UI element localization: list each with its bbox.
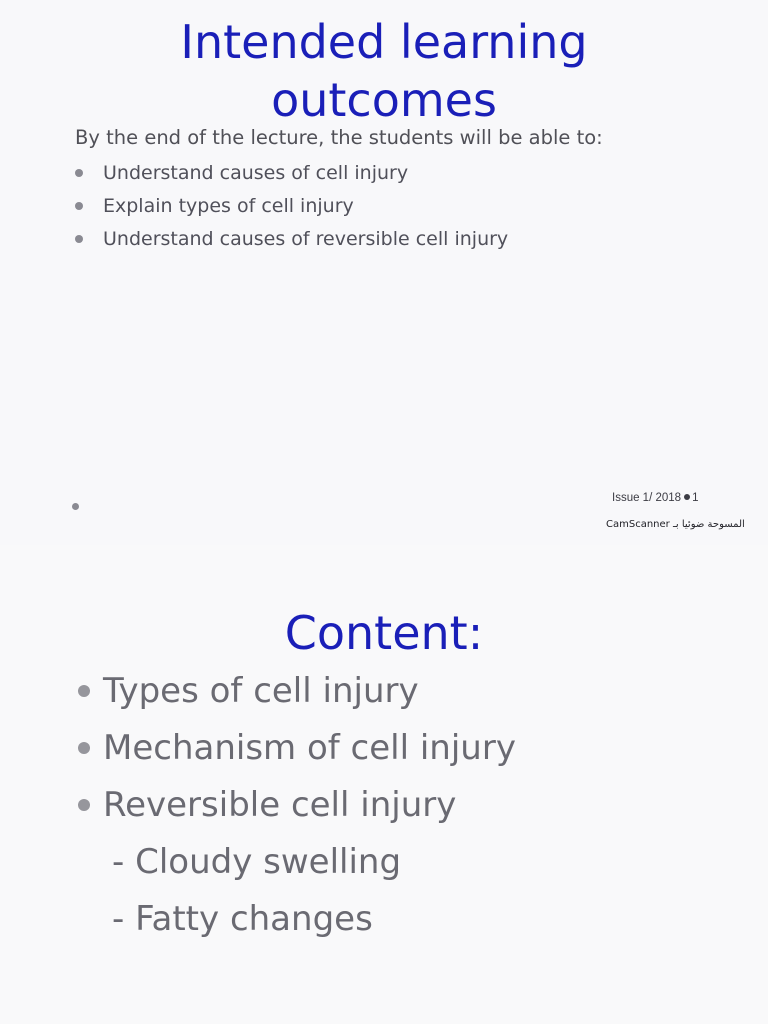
slide-content — [0, 545, 768, 1024]
list-item-text: Explain types of cell injury — [103, 195, 354, 217]
bullet-icon — [78, 685, 90, 697]
list-item — [75, 223, 508, 256]
sub-list-item — [78, 834, 516, 891]
content-list — [78, 663, 516, 948]
bullet-icon — [78, 799, 90, 811]
list-item-text: Reversible cell injury — [103, 785, 457, 825]
list-item-text: Mechanism of cell injury — [103, 728, 516, 768]
bullet-icon — [78, 742, 90, 754]
list-item-text: Understand causes of cell injury — [103, 162, 409, 184]
footer-page-number: 1 — [692, 492, 699, 504]
bullet-icon — [75, 169, 83, 177]
slide-footer — [612, 492, 698, 504]
slide-title: Content: — [284, 606, 484, 660]
list-item — [75, 157, 508, 190]
list-item — [75, 190, 508, 223]
outcomes-list — [75, 157, 508, 256]
list-item — [78, 663, 516, 720]
sub-list-item-text: - Fatty changes — [112, 899, 373, 939]
sub-list-item — [78, 891, 516, 948]
slide-title-line-2: outcomes — [271, 73, 497, 127]
slide-title-line-1: Intended learning — [180, 15, 588, 69]
list-item — [78, 777, 516, 834]
list-item-text: Understand causes of reversible cell injury — [103, 228, 509, 250]
list-item — [78, 720, 516, 777]
sub-list-item-text: - Cloudy swelling — [112, 842, 402, 882]
footer-issue: Issue 1/ 2018 — [612, 492, 682, 504]
bullet-icon — [75, 235, 83, 243]
bullet-icon — [75, 202, 83, 210]
empty-bullet-icon — [72, 503, 79, 510]
intro-text: By the end of the lecture, the students will be able to: — [75, 126, 603, 149]
camscanner-watermark: CamScanner المسوحة ضوئيا بـ — [606, 519, 745, 530]
list-item-text: Types of cell injury — [103, 671, 419, 711]
footer-dot-icon — [684, 494, 690, 500]
